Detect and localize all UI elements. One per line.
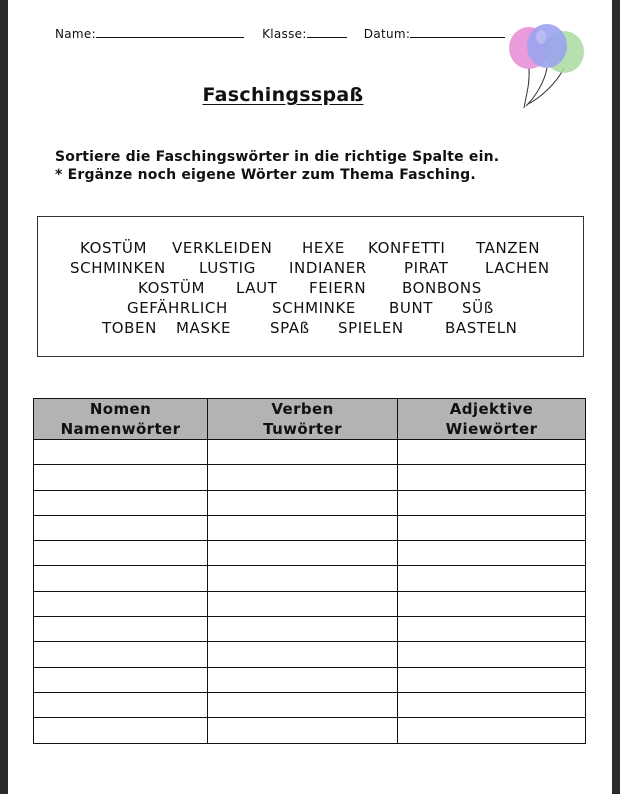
table-cell[interactable] [34,667,208,692]
table-cell[interactable] [34,465,208,490]
table-row [34,617,586,642]
column-header-title: Nomen [89,400,152,418]
word: SCHMINKEN [70,259,166,277]
name-blank[interactable] [96,26,244,38]
word: LAUT [236,279,278,297]
word: LACHEN [485,259,550,277]
table-cell[interactable] [398,541,586,566]
table-row [34,490,586,515]
word: INDIANER [289,259,367,277]
word-row [38,259,583,279]
table-row [34,440,586,465]
column-header-verben [208,399,398,440]
table-cell[interactable] [398,718,586,743]
word: GEFÄHRLICH [127,299,228,317]
column-header-subtitle: Wiewörter [445,420,538,438]
table-body [34,440,586,744]
table-cell[interactable] [34,566,208,591]
table-cell[interactable] [34,591,208,616]
table-row [34,591,586,616]
word: BUNT [389,299,434,317]
table-cell[interactable] [398,566,586,591]
table-row [34,515,586,540]
date-field[interactable] [364,26,505,41]
table-cell[interactable] [208,718,398,743]
word-row [38,319,583,339]
table-cell[interactable] [208,541,398,566]
table-cell[interactable] [34,617,208,642]
table-cell[interactable] [398,692,586,717]
page-title: Faschingsspaß [202,84,364,106]
word-row [38,279,583,299]
word-row [38,299,583,319]
column-header-subtitle: Namenwörter [60,420,181,438]
table-row [34,692,586,717]
class-field[interactable] [262,26,347,41]
table-cell[interactable] [208,667,398,692]
table-cell[interactable] [398,515,586,540]
date-blank[interactable] [410,26,505,38]
table-cell[interactable] [208,440,398,465]
table-cell[interactable] [398,667,586,692]
word: TANZEN [476,239,541,257]
table-cell[interactable] [208,515,398,540]
word: VERKLEIDEN [172,239,273,257]
worksheet-page [8,0,612,794]
column-header-subtitle: Tuwörter [263,420,342,438]
table-cell[interactable] [208,692,398,717]
word: HEXE [302,239,345,257]
word: FEIERN [309,279,367,297]
table-cell[interactable] [398,440,586,465]
table-cell[interactable] [208,566,398,591]
word-box [37,216,584,357]
name-label: Name: [55,27,96,41]
table-cell[interactable] [398,465,586,490]
date-label: Datum: [363,27,411,41]
table-cell[interactable] [34,692,208,717]
word: LUSTIG [199,259,256,277]
table-header-row [34,399,586,440]
word: TOBEN [102,319,157,337]
word: BONBONS [402,279,482,297]
column-header-title: Verben [271,400,334,418]
word: KOSTÜM [80,239,148,257]
word: KOSTÜM [138,279,206,297]
column-header-nomen [34,399,208,440]
table-row [34,541,586,566]
word: SPIELEN [338,319,404,337]
table-cell[interactable] [34,642,208,667]
header-fields [55,26,505,41]
table-cell[interactable] [398,591,586,616]
word: BASTELN [445,319,518,337]
name-field[interactable] [55,26,244,41]
table-row [34,642,586,667]
word: KONFETTI [368,239,446,257]
table-row [34,566,586,591]
column-header-title: Adjektive [449,400,534,418]
table-cell[interactable] [208,642,398,667]
table-cell[interactable] [208,591,398,616]
table-row [34,718,586,743]
word: MASKE [176,319,232,337]
table-row [34,465,586,490]
table-row [34,667,586,692]
table-cell[interactable] [398,642,586,667]
instruction-line-1: Sortiere die Faschingswörter in die richtige Spalte ein. [55,149,500,165]
word: SPAß [270,319,310,337]
word: PIRAT [404,259,449,277]
table-cell[interactable] [34,515,208,540]
class-label: Klasse: [262,27,307,41]
column-header-adjektive [398,399,586,440]
table-cell[interactable] [398,490,586,515]
word: SCHMINKE [272,299,356,317]
class-blank[interactable] [307,26,347,38]
instruction-line-2: * Ergänze noch eigene Wörter zum Thema Fasching. [55,167,476,183]
table-cell[interactable] [398,617,586,642]
table-cell[interactable] [208,465,398,490]
table-cell[interactable] [208,490,398,515]
table-cell[interactable] [34,490,208,515]
table-cell[interactable] [34,541,208,566]
sorting-table [33,398,586,744]
table-cell[interactable] [34,440,208,465]
word: SÜß [462,299,494,317]
word-row [38,239,583,259]
table-cell[interactable] [208,617,398,642]
table-cell[interactable] [34,718,208,743]
instructions [55,148,499,184]
